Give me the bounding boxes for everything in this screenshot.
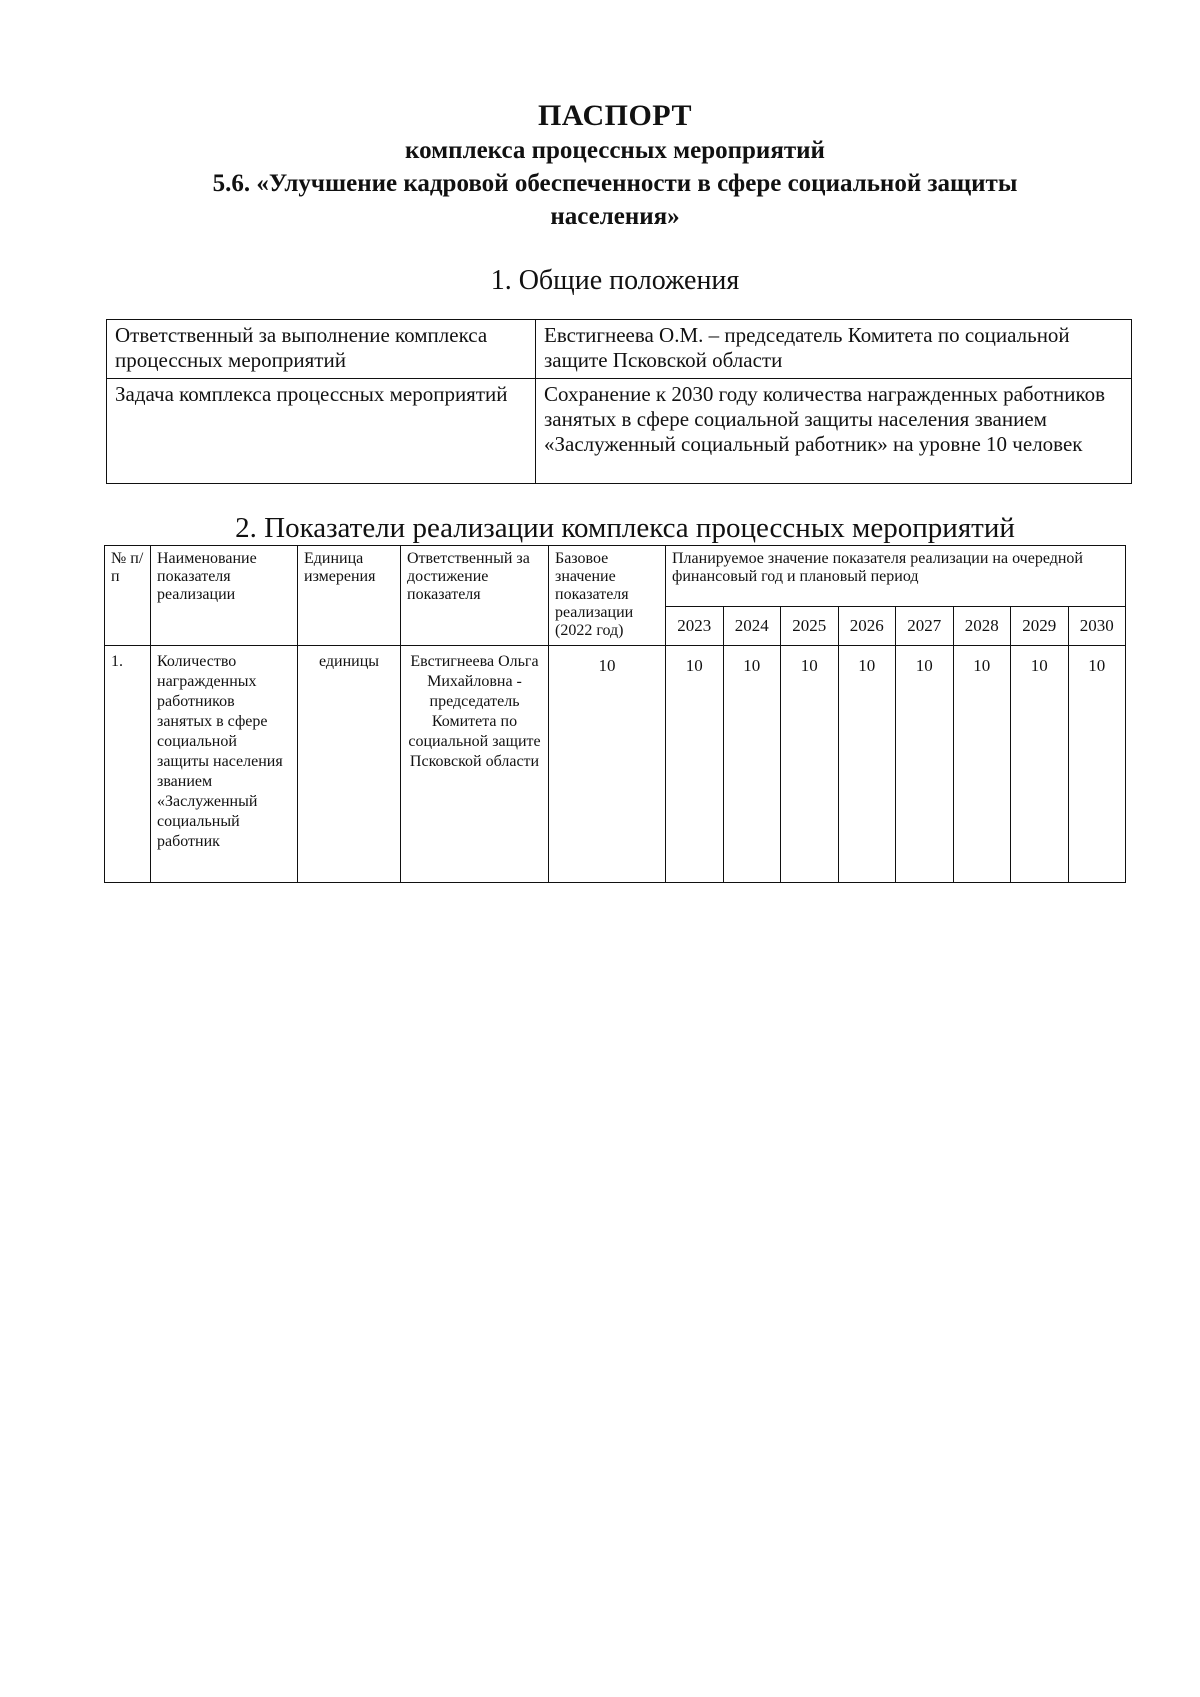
col-header-name: Наименование показателя реализации — [151, 546, 298, 646]
col-header-unit: Единица измерения — [298, 546, 401, 646]
col-header-year: 2028 — [953, 607, 1011, 646]
responsible-value: Евстигнеева О.М. – председатель Комитета по социальной защите Псковской области — [536, 320, 1132, 379]
planned-value: 10 — [896, 646, 954, 883]
task-value: Сохранение к 2030 году количества награжденных работников занятых в сфере социальной защиты населения званием «Заслуженный социальный работник» на уровне 10 человек — [536, 379, 1132, 484]
col-header-year: 2030 — [1068, 607, 1126, 646]
task-label: Задача комплекса процессных мероприятий — [107, 379, 536, 484]
program-title-line1: 5.6. «Улучшение кадровой обеспеченности в сфере социальной защиты — [212, 170, 1018, 197]
col-header-year: 2025 — [781, 607, 839, 646]
planned-value: 10 — [781, 646, 839, 883]
col-header-year: 2027 — [896, 607, 954, 646]
planned-value: 10 — [1068, 646, 1126, 883]
indicator-unit: единицы — [298, 646, 401, 883]
indicators-table — [104, 545, 1126, 883]
section1-heading: 1. Общие положения — [490, 265, 740, 296]
section2-heading: 2. Показатели реализации комплекса процессных мероприятий — [235, 512, 1015, 544]
col-header-planned: Планируемое значение показателя реализации на очередной финансовый год и плановый период — [666, 546, 1126, 607]
program-title-line2: населения» — [550, 203, 680, 230]
document-title: ПАСПОРТ — [537, 99, 693, 132]
table-row — [107, 379, 1132, 484]
col-header-year: 2024 — [723, 607, 781, 646]
table-row — [105, 646, 1126, 883]
indicator-name: Количество награжденных работников занятых в сфере социальной защиты населения званием «Заслуженный социальный работник — [151, 646, 298, 883]
col-header-base: Базовое значение показателя реализации (2022 год) — [549, 546, 666, 646]
col-header-responsible: Ответственный за достижение показателя — [401, 546, 549, 646]
col-header-year: 2023 — [666, 607, 724, 646]
col-header-num: № п/п — [105, 546, 151, 646]
title-block — [0, 98, 1200, 233]
col-header-year: 2026 — [838, 607, 896, 646]
planned-value: 10 — [953, 646, 1011, 883]
planned-value: 10 — [1011, 646, 1069, 883]
planned-value: 10 — [723, 646, 781, 883]
base-value: 10 — [549, 646, 666, 883]
planned-value: 10 — [666, 646, 724, 883]
col-header-year: 2029 — [1011, 607, 1069, 646]
indicator-responsible: Евстигнеева Ольга Михайловна - председатель Комитета по социальной защите Псковской области — [401, 646, 549, 883]
document-subtitle: комплекса процессных мероприятий — [405, 137, 825, 164]
table-row — [107, 320, 1132, 379]
table-header-row — [105, 546, 1126, 607]
general-provisions-table — [106, 319, 1132, 484]
responsible-label: Ответственный за выполнение комплекса процессных мероприятий — [107, 320, 536, 379]
row-num: 1. — [105, 646, 151, 883]
planned-value: 10 — [838, 646, 896, 883]
